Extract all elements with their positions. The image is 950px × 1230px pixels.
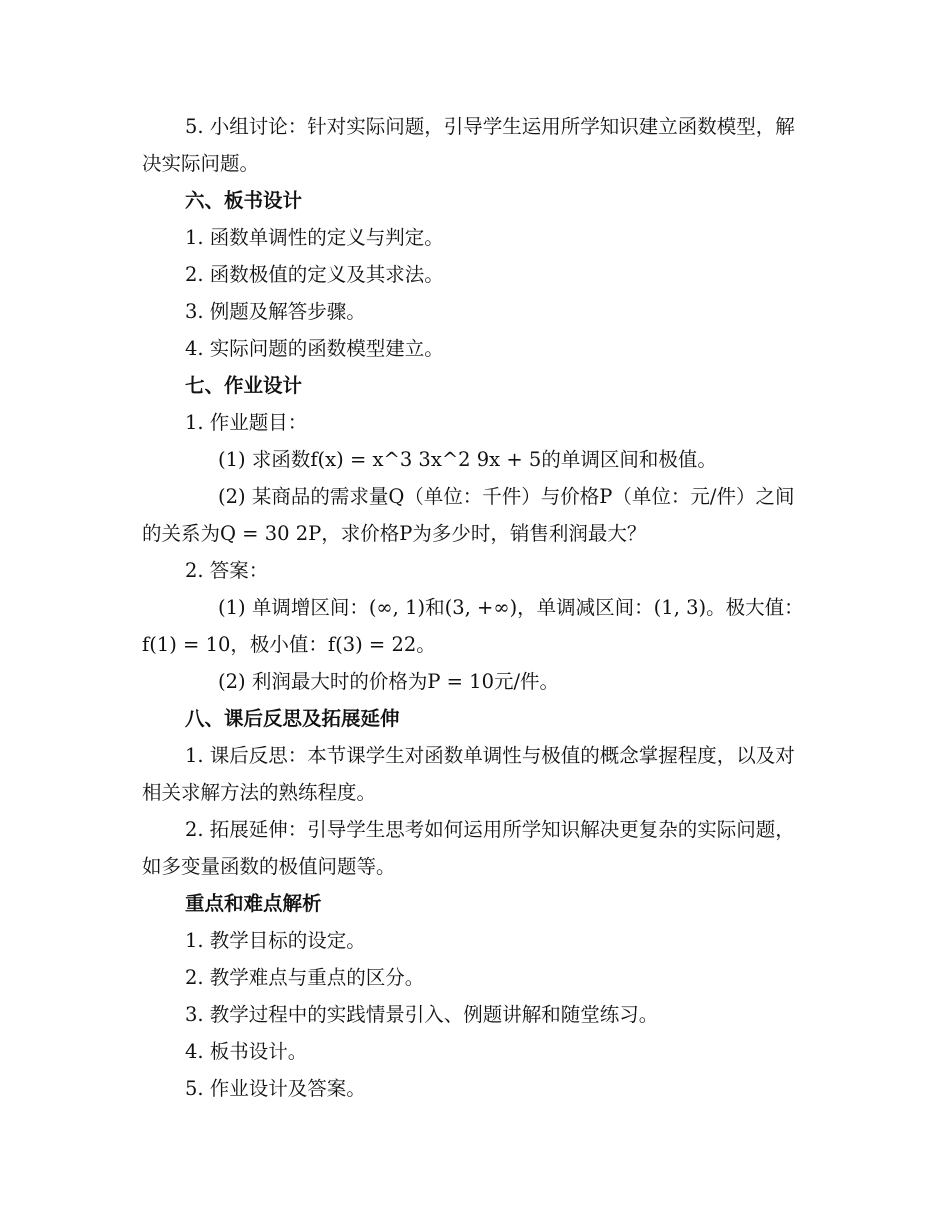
heading-key-points: 重点和难点解析 xyxy=(185,892,322,915)
heading-homework-design: 七、作业设计 xyxy=(185,374,303,397)
answer-1: (1) 单调增区间：(∞, 1)和(3, +∞)，单调减区间：(1, 3)。极大值：f(1) = 10，极小值：f(3) = 22。 xyxy=(142,596,804,656)
list-item: 3. 例题及解答步骤。 xyxy=(185,300,366,323)
document-body xyxy=(142,108,808,1107)
reflection-paragraph: 1. 课后反思：本节课学生对函数单调性与极值的概念掌握程度，以及对相关求解方法的熟练程度。 xyxy=(142,744,795,804)
answer-2: (2) 利润最大时的价格为P = 10元/件。 xyxy=(218,670,560,693)
heading-board-design: 六、板书设计 xyxy=(185,189,303,212)
list-item: 2. 答案： xyxy=(185,559,269,582)
list-item: 1. 作业题目： xyxy=(185,411,308,434)
list-item: 3. 教学过程中的实践情景引入、例题讲解和随堂练习。 xyxy=(185,1003,659,1026)
heading-reflection: 八、课后反思及拓展延伸 xyxy=(185,707,400,730)
extension-paragraph: 2. 拓展延伸：引导学生思考如何运用所学知识解决更复杂的实际问题，如多变量函数的极值问题等。 xyxy=(142,818,795,878)
list-item: 1. 教学目标的设定。 xyxy=(185,929,366,952)
list-item: 2. 函数极值的定义及其求法。 xyxy=(185,263,444,286)
homework-question-2: (2) 某商品的需求量Q（单位：千件）与价格P（单位：元/件）之间的关系为Q = 30 2P，求价格P为多少时，销售利润最大？ xyxy=(142,485,795,545)
paragraph-group-discussion: 5. 小组讨论：针对实际问题，引导学生运用所学知识建立函数模型，解决实际问题。 xyxy=(142,115,795,175)
list-item: 4. 板书设计。 xyxy=(185,1040,308,1063)
list-item: 5. 作业设计及答案。 xyxy=(185,1077,366,1100)
homework-question-1: (1) 求函数f(x) = x^3 3x^2 9x + 5的单调区间和极值。 xyxy=(218,448,717,471)
list-item: 2. 教学难点与重点的区分。 xyxy=(185,966,425,989)
list-item: 4. 实际问题的函数模型建立。 xyxy=(185,337,444,360)
list-item: 1. 函数单调性的定义与判定。 xyxy=(185,226,444,249)
